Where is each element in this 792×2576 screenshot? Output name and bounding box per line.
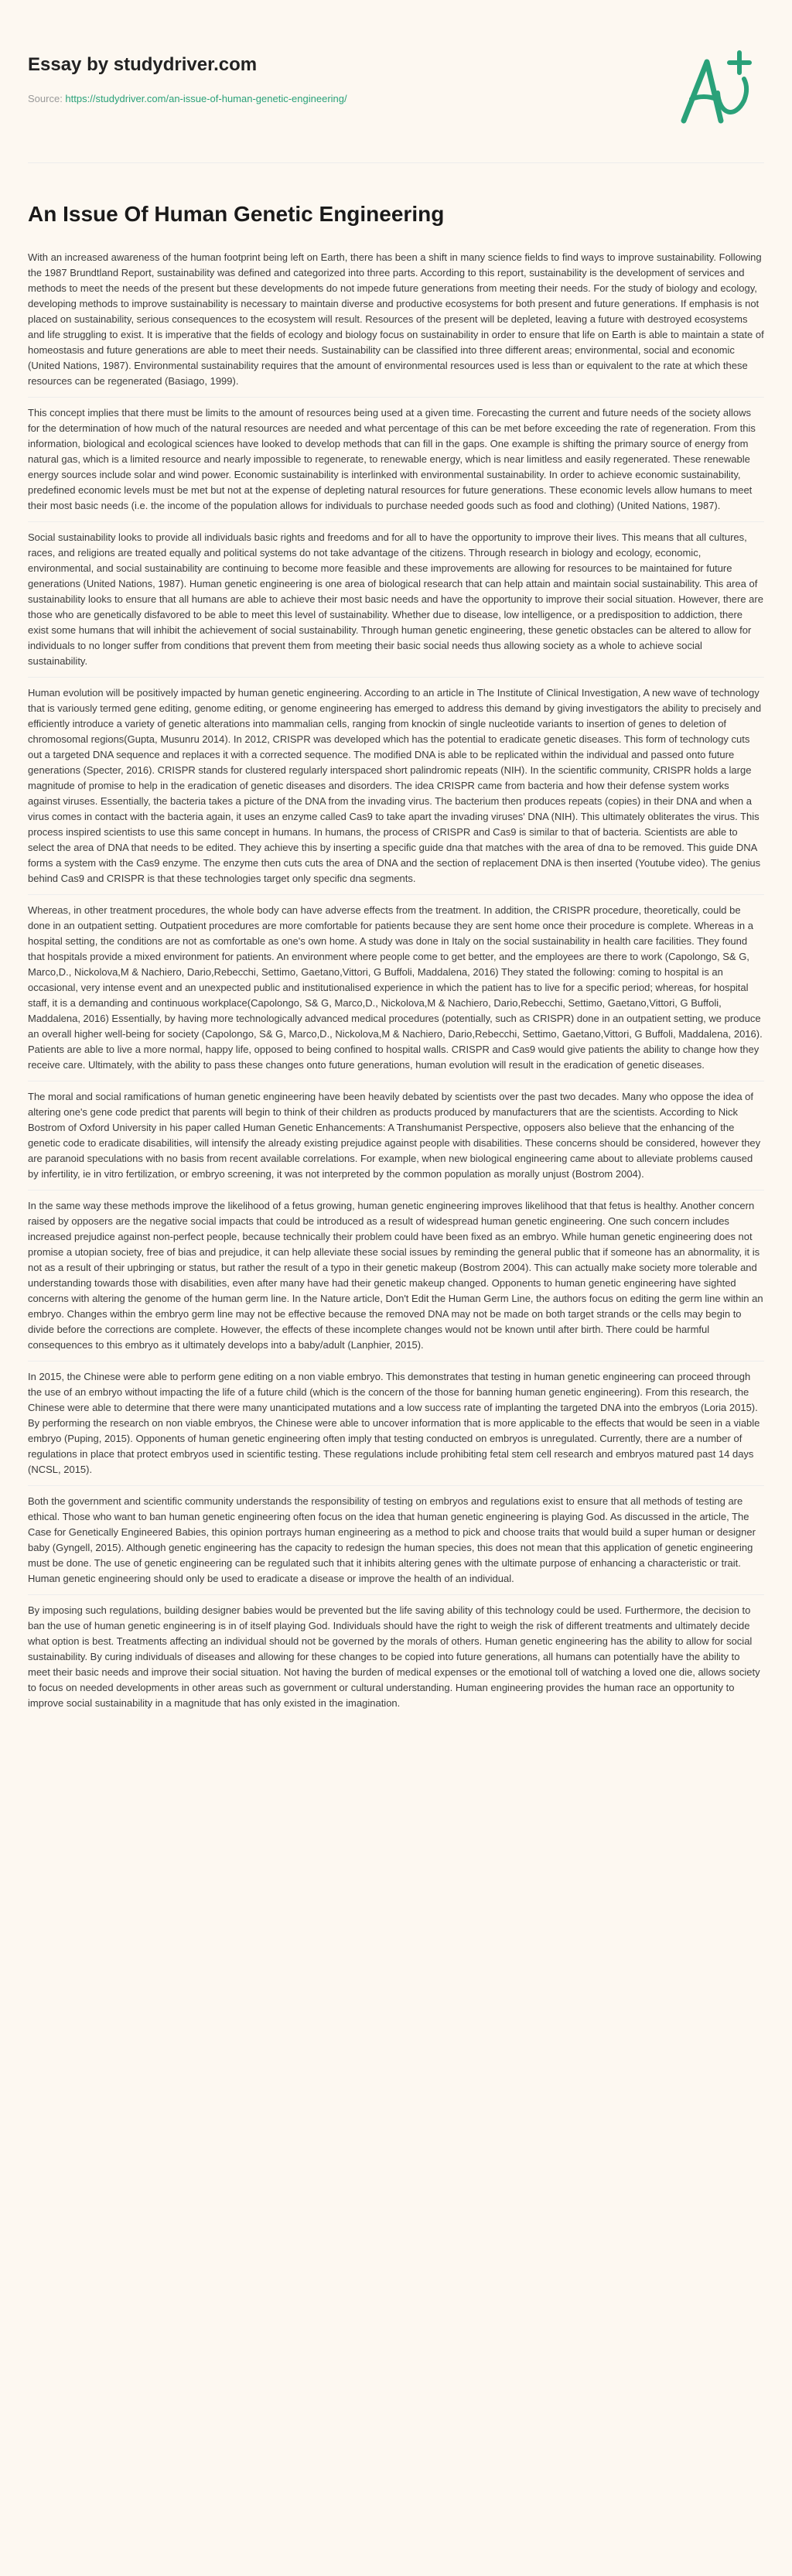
essay-title: An Issue Of Human Genetic Engineering (28, 202, 445, 226)
essay-paragraph-3: Social sustainability looks to provide all individuals basic rights and freedoms and for all to have the opportunity to improve their lives. This means that all cultures, races, and religions are treated equally and political systems do not take advantage of the citizens. Through research in biology and ecology, economic, environmental, and social sustainability are continuing to become more feasible and these improvements are allowing for resources to be maintained for future generations (United Nations, 1987). Human genetic engineering is one area of biological research that can help attain and maintain social sustainability. This area of sustainability looks to ensure that all humans are able to achieve their most basic needs and have the opportunity to improve their social situation. However, there are those who are genetically disfavored to be able to meet this level of sustainability. Whether due to disease, low intelligence, or a predisposition to addiction, there exist some humans that will inhibit the achievement of social sustainability. Through human genetic engineering, these genetic obstacles can be altered to allow for individuals to no longer suffer from conditions that prevent them from meeting their basic social needs thus allowing society as a whole to achieve social sustainability. (28, 531, 763, 667)
essay-paragraph-6: The moral and social ramifications of human genetic engineering have been heavily debated by scientists over the past two decades. Many who oppose the idea of altering one's gene code predict that parents will begin to think of their children as products produced by manufacturers that are the scientists. According to Nick Bostrom of Oxford University in his paper called Human Genetic Enhancements: A Transhumanist Perspective, opposers also believe that the enhancing of the genetic code to eradicate disabilities, will intensify the already existing prejudice against people with disabilities. These concerns should be considered, however they are paranoid speculations with no basis from recent available correlations. For example, when new biological engineering came about to alleviate problems caused by infertility, ie in vitro fertilization, or embryo screening, it was not interpreted by the common population as morally unjust (Bostrom 2004). (28, 1091, 761, 1180)
paragraph-divider (28, 677, 764, 678)
paragraph-divider (28, 1485, 764, 1486)
paragraph-divider (28, 521, 764, 522)
source-label: Source: (28, 93, 66, 104)
site-title: Essay by studydriver.com (28, 54, 258, 75)
essay-paragraph-4: Human evolution will be positively impacted by human genetic engineering. According to an article in The Institute of Clinical Investigation, A new wave of technology that is variously termed gene editing, genome editing, or genome engineering has emerged to address this demand by giving investigators the ability to precisely and efficiently introduce a variety of genetic alterations into mammalian cells, ranging from knockin of single nucleotide variants to insertion of genes to deletion of chromosomal regions(Gupta, Musunru 2014). In 2012, CRISPR was developed which has the potential to eradicate genetic diseases. This form of technology cuts out a targeted DNA sequence and replaces it with a corrected sequence. The modified DNA is able to be replicated within the individual and passed onto future generations (Specter, 2016). CRISPR stands for clustered regularly interspaced short palindromic repeats (NIH). In the scientific community, CRISPR holds a large magnitude of promise to help in the eradication of genetic diseases and disorders. The idea CRISPR came from bacteria and how their defense system works against viruses. Essentially, the bacteria takes a picture of the DNA from the invading virus. The bacterium then produces repeats (copies) in their DNA and when a virus comes in contact with the bacteria again, it uses an enzyme called Cas9 to take apart the invading viruses' DNA (NIH). This ultimately obliterates the virus. This process inspired scientists to use this same concept in humans. In humans, the process of CRISPR and Cas9 is similar to that of bacteria. Scientists are able to select the area of DNA that needs to be edited. They achieve this by inserting a specific guide dna that matches with the area of dna to be removed. This guide DNA forms a system with the Cas9 enzyme. The enzyme then cuts cuts the area of DNA and the section of replacement DNA is then inserted (Youtube video). The genius behind Cas9 and CRISPR is that these technologies target only specific dna segments. (28, 687, 762, 884)
essay-paragraph-7: In the same way these methods improve the likelihood of a fetus growing, human genetic engineering improves likelihood that that fetus is healthy. Another concern raised by opposers are the negative social impacts that could be introduced as a result of widespread human genetic engineering. One such concern includes increased prejudice against non-perfect people, because technically their problem could have been fixed as an embryo. While human genetic engineering does not promise a utopian society, free of bias and prejudice, it can help alleviate these social issues by reminding the general public that if someone has an abnormality, it is not as a result of their upbringing or status, but rather the result of a typo in their genetic makeup (Bostrom 2004). This can actually make society more tolerable and understanding towards those with disabilities, even after many have had their genetic makeup changed. Opponents to human genetic engineering have sighted concerns with altering the genome of the human germ line. In the Nature article, Don't Edit the Human Germ Line, the authors focus on editing the germ line within an embryo. Changes within the embryo germ line may not be effective because the removed DNA may not be made on both target strands or the cells may begin to divide before the corrections are complete. However, the effects of these incomplete changes would not be known until after birth. There could be harmful consequences to this embryo as it ultimately develops into a baby/adult (Lanphier, 2015). (28, 1200, 763, 1351)
essay-paragraph-9: Both the government and scientific community understands the responsibility of testing on embryos and regulations exist to ensure that all methods of testing are ethical. Those who want to ban human genetic engineering often focus on the idea that human genetic engineering is playing God. As discussed in the article, The Case for Genetically Engineered Babies, this opinion portrays human engineering as a method to pick and choose traits that would build a super human or designer baby (Gyngell, 2015). Although genetic engineering has the capacity to redesign the human species, this does not mean that this application of genetic engineering must be done. The use of genetic engineering can be regulated such that it inhibits altering genes with the ultimate purpose of enhancing a characteristic or trait. Human genetic engineering should only be used to eradicate a disease or improve the health of an individual. (28, 1495, 756, 1584)
paragraph-divider (28, 1594, 764, 1595)
studydriver-logo-icon[interactable] (673, 45, 758, 130)
essay-content (0, 163, 792, 1711)
essay-paragraph-1: With an increased awareness of the human footprint being left on Earth, there has been a shift in many science fields to find ways to improve sustainability. Following the 1987 Brundtland Report, sustainability was defined and categorized into three parts. According to this report, sustainability is the development of services and methods to meet the needs of the present but these developments do not impede future generations from meeting their needs. For the study of biology and ecology, developing methods to improve sustainability is necessary to maintain diverse and productive ecosystems for both present and future generations. If emphasis is not placed on sustainability, serious consequences to the ecosystem will result. Resources of the present will be depleted, leaving a future with destroyed ecosystems and life struggling to exist. It is imperative that the fields of ecology and biology focus on sustainability in order to ensure that life on Earth is able to maintain a state of homeostasis and future generations are able to meet their needs. Sustainability can be classified into three different areas; environmental, social and economic (United Nations, 1987). Environmental sustainability requires that the amount of environmental resources used is less than or equivalent to the rate at which these resources can be regenerated (Basiago, 1999). (28, 251, 764, 387)
page-header (0, 0, 792, 162)
paragraph-divider (28, 1190, 764, 1191)
essay-paragraph-2: This concept implies that there must be limits to the amount of resources being used at a given time. Forecasting the current and future needs of the society allows for the determination of how much of the natural resources are needed and what percentage of this can be met before exceeding the rate of regeneration. From this information, biological and ecological sciences have looked to develop methods that can fill in the gaps. One example is shifting the primary source of energy from natural gas, which is a limited resource and nearly impossible to regenerate, to renewable energy, which is near limitless and easily regenerated. These renewable energy sources include solar and wind power. Economic sustainability is interlinked with environmental sustainability. In order to achieve economic sustainability, predefined economic levels must be met but not at the expense of depleting natural resources for future generations. These economic levels allow humans to meet their most basic needs (i.e. the income of the population allows for individuals to purchase needed goods such as food and clothing) (United Nations, 1987). (28, 407, 756, 511)
source-link[interactable]: https://studydriver.com/an-issue-of-human-genetic-engineering/ (65, 93, 347, 104)
paragraph-divider (28, 894, 764, 895)
source-line (28, 93, 764, 104)
essay-paragraph-8: In 2015, the Chinese were able to perform gene editing on a non viable embryo. This demonstrates that testing in human genetic engineering can proceed through the use of an embryo without impacting the life of a future child (which is the concern of the those for banning human genetic engineering). From this research, the Chinese were able to determine that there were many unanticipated mutations and a low success rate of implanting the targeted DNA into the embryos (Loria 2015). By performing the research on non viable embryos, the Chinese were able to uncover information that is more applicable to the effects that would be seen in a viable embryo (Puping, 2015). Opponents of human genetic engineering often imply that testing conducted on embryos is unregulated. Currently, there are a number of regulations in place that protect embryos used in scientific testing. These regulations include prohibiting fetal stem cell research and embryos matured past 14 days (NCSL, 2015). (28, 1371, 760, 1475)
essay-paragraph-5: Whereas, in other treatment procedures, the whole body can have adverse effects from the treatment. In addition, the CRISPR procedure, theoretically, could be done in an outpatient setting. Outpatient procedures are more comfortable for patients because they are sent home once their procedure is complete. Whereas in a hospital setting, the conditions are not as comfortable as one's own home. A study was done in Italy on the social sustainability in health care facilities. They found that hospitals provide a mixed environment for patients. An environment where people come to get better, and the employees are there to work (Capolongo, S& G, Marco,D., Nickolova,M & Nachiero, Dario,Rebecchi, Settimo, Gaetano,Vittori, G Buffoli, Maddalena, 2016) They stated the following: coming to hospital is an occasional, very intense event and an unexpected public and institutionalised experience in which the patient has to live for a specific period; whereas, for hospital staff, it is a demanding and continuous workplace(Capolongo, S& G, Marco,D., Nickolova,M & Nachiero, Dario,Rebecchi, Settimo, Gaetano,Vittori, G Buffoli, Maddalena, 2016) Essentially, by having more technologically advanced medical procedures (potentially, such as CRISPR) done in an outpatient setting, we produce an overall higher well-being for society (Capolongo, S& G, Marco,D., Nickolova,M & Nachiero, Dario,Rebecchi, Settimo, Gaetano,Vittori, G Buffoli, Maddalena, 2016). Patients are able to live a more normal, happy life, opposed to being confined to hospital walls. CRISPR and Cas9 would give patients the ability to change how they receive care. Ultimately, with the ability to pass these changes onto future generations, human evolution will result in the eradication of genetic diseases. (28, 904, 763, 1071)
paragraph-divider (28, 397, 764, 398)
essay-paragraph-10: By imposing such regulations, building designer babies would be prevented but the life saving ability of this technology could be used. Furthermore, the decision to ban the use of human genetic engineering is in of itself playing God. Individuals should have the right to weigh the risk of different treatments and ultimately decide what option is best. Treatments affecting an individual should not be governed by the morals of others. Human genetic engineering has the ability to allow for social sustainability. By curing individuals of diseases and allowing for these changes to be copied into future generations, all humans can potentially have the ability to meet their basic needs and improve their social situation. Not having the burden of medical expenses or the emotional toll of watching a loved one die, allows society to focus on needed developments in other areas such as government or cultural understanding. Human engineering provides the human race an opportunity to improve social sustainability in a magnitude that has only existed in the imagination. (28, 1604, 760, 1709)
